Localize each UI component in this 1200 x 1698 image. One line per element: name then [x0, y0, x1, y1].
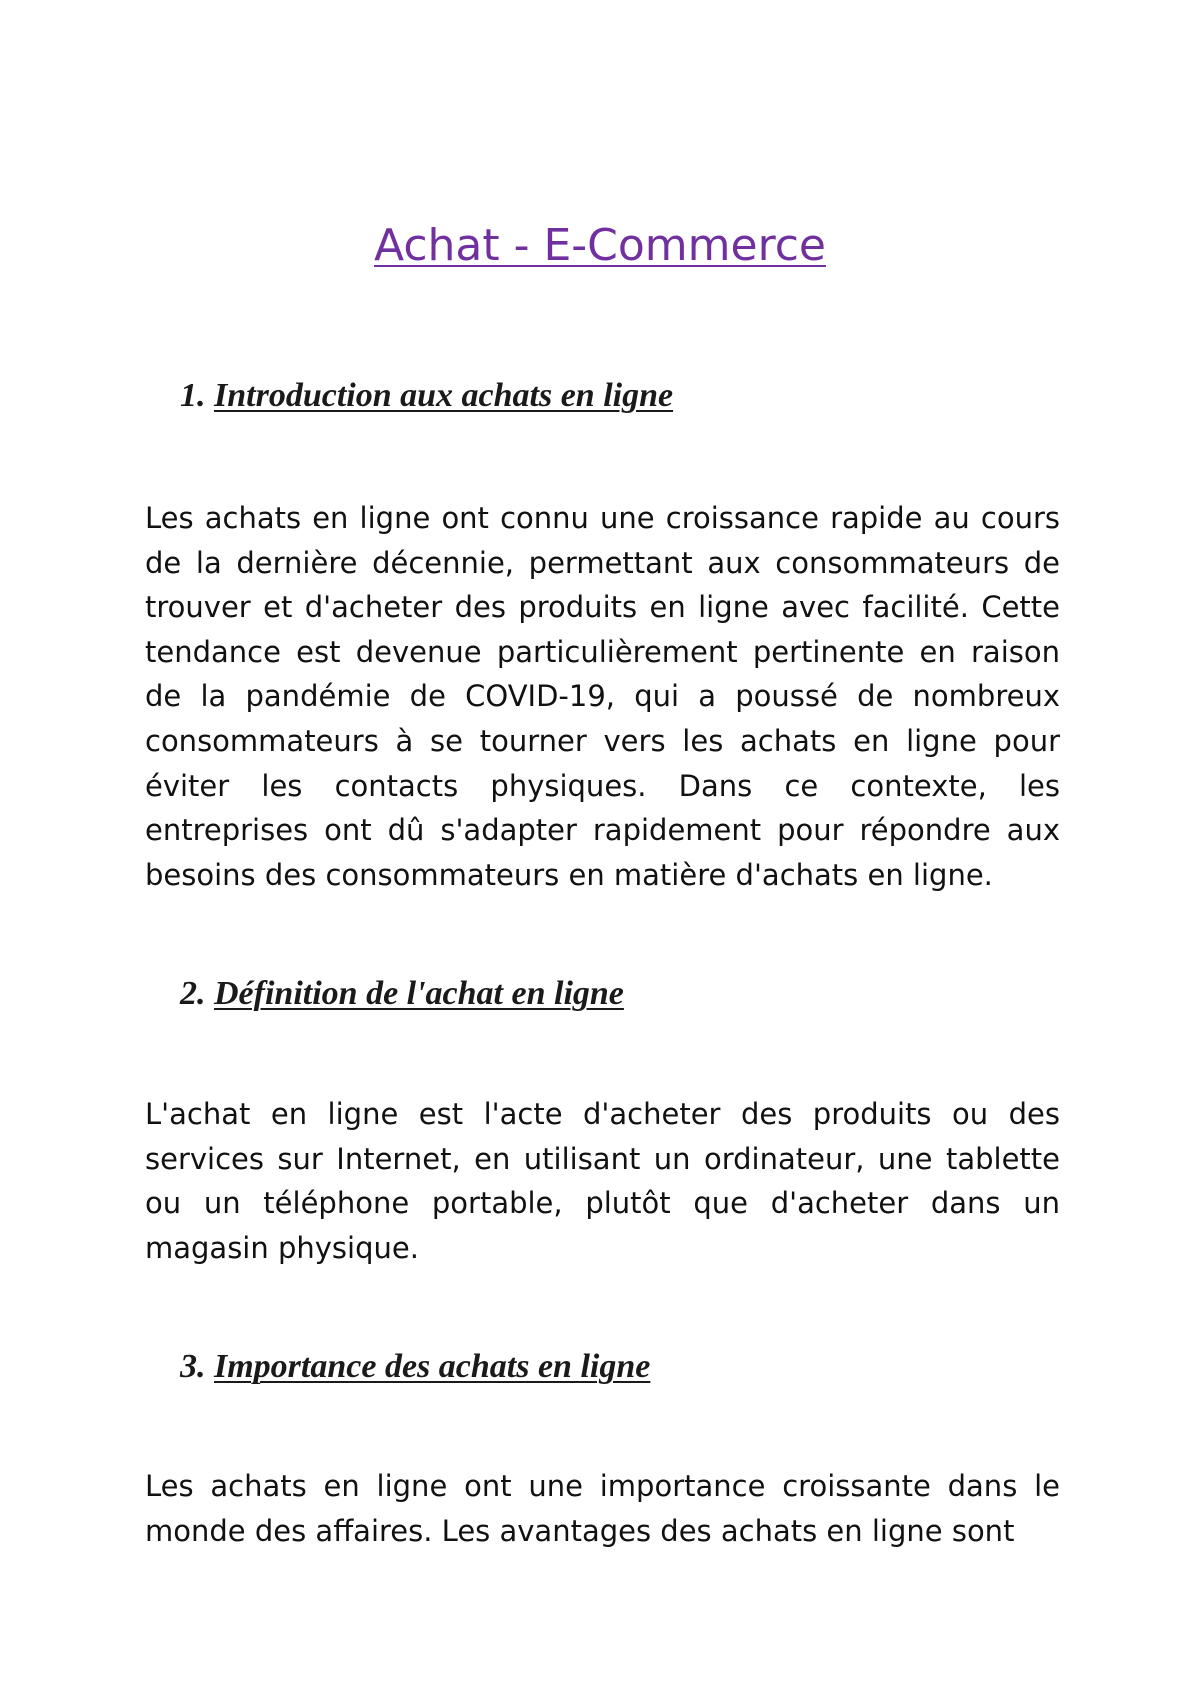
section-paragraph-importance: Les achats en ligne ont une importance croissante dans le monde des affaires. Les avantages des achats en ligne sont — [145, 1469, 1060, 1548]
section-number: 2. — [180, 975, 206, 1012]
section-paragraph-introduction: Les achats en ligne ont connu une croissance rapide au cours de la dernière décennie, permettant aux consommateurs de trouver et d'acheter des produits en ligne avec facilité. Cette tendance est devenue particulièrement pertinente en raison de la pandémie de COVID-19, qui a poussé de nombreux consommateurs à se tourner vers les achats en ligne pour éviter les contacts physiques. Dans ce contexte, les entreprises ont dû s'adapter rapidement pour répondre aux besoins des consommateurs en matière d'achats en ligne. — [145, 501, 1060, 892]
section-heading-text: Définition de l'achat en ligne — [214, 975, 624, 1012]
section-heading-text: Introduction aux achats en ligne — [214, 377, 674, 414]
section-number: 1. — [180, 377, 206, 414]
section-paragraph-definition: L'achat en ligne est l'acte d'acheter des produits ou des services sur Internet, en utilisant un ordinateur, une tablette ou un téléphone portable, plutôt que d'acheter dans un magasin physique. — [145, 1097, 1060, 1265]
section-heading-text: Importance des achats en ligne — [214, 1348, 651, 1385]
document-title: Achat - E-Commerce — [374, 220, 826, 271]
section-heading-definition — [180, 973, 624, 1015]
section-heading-introduction — [180, 375, 673, 417]
section-heading-importance — [180, 1346, 650, 1388]
section-number: 3. — [180, 1348, 206, 1385]
